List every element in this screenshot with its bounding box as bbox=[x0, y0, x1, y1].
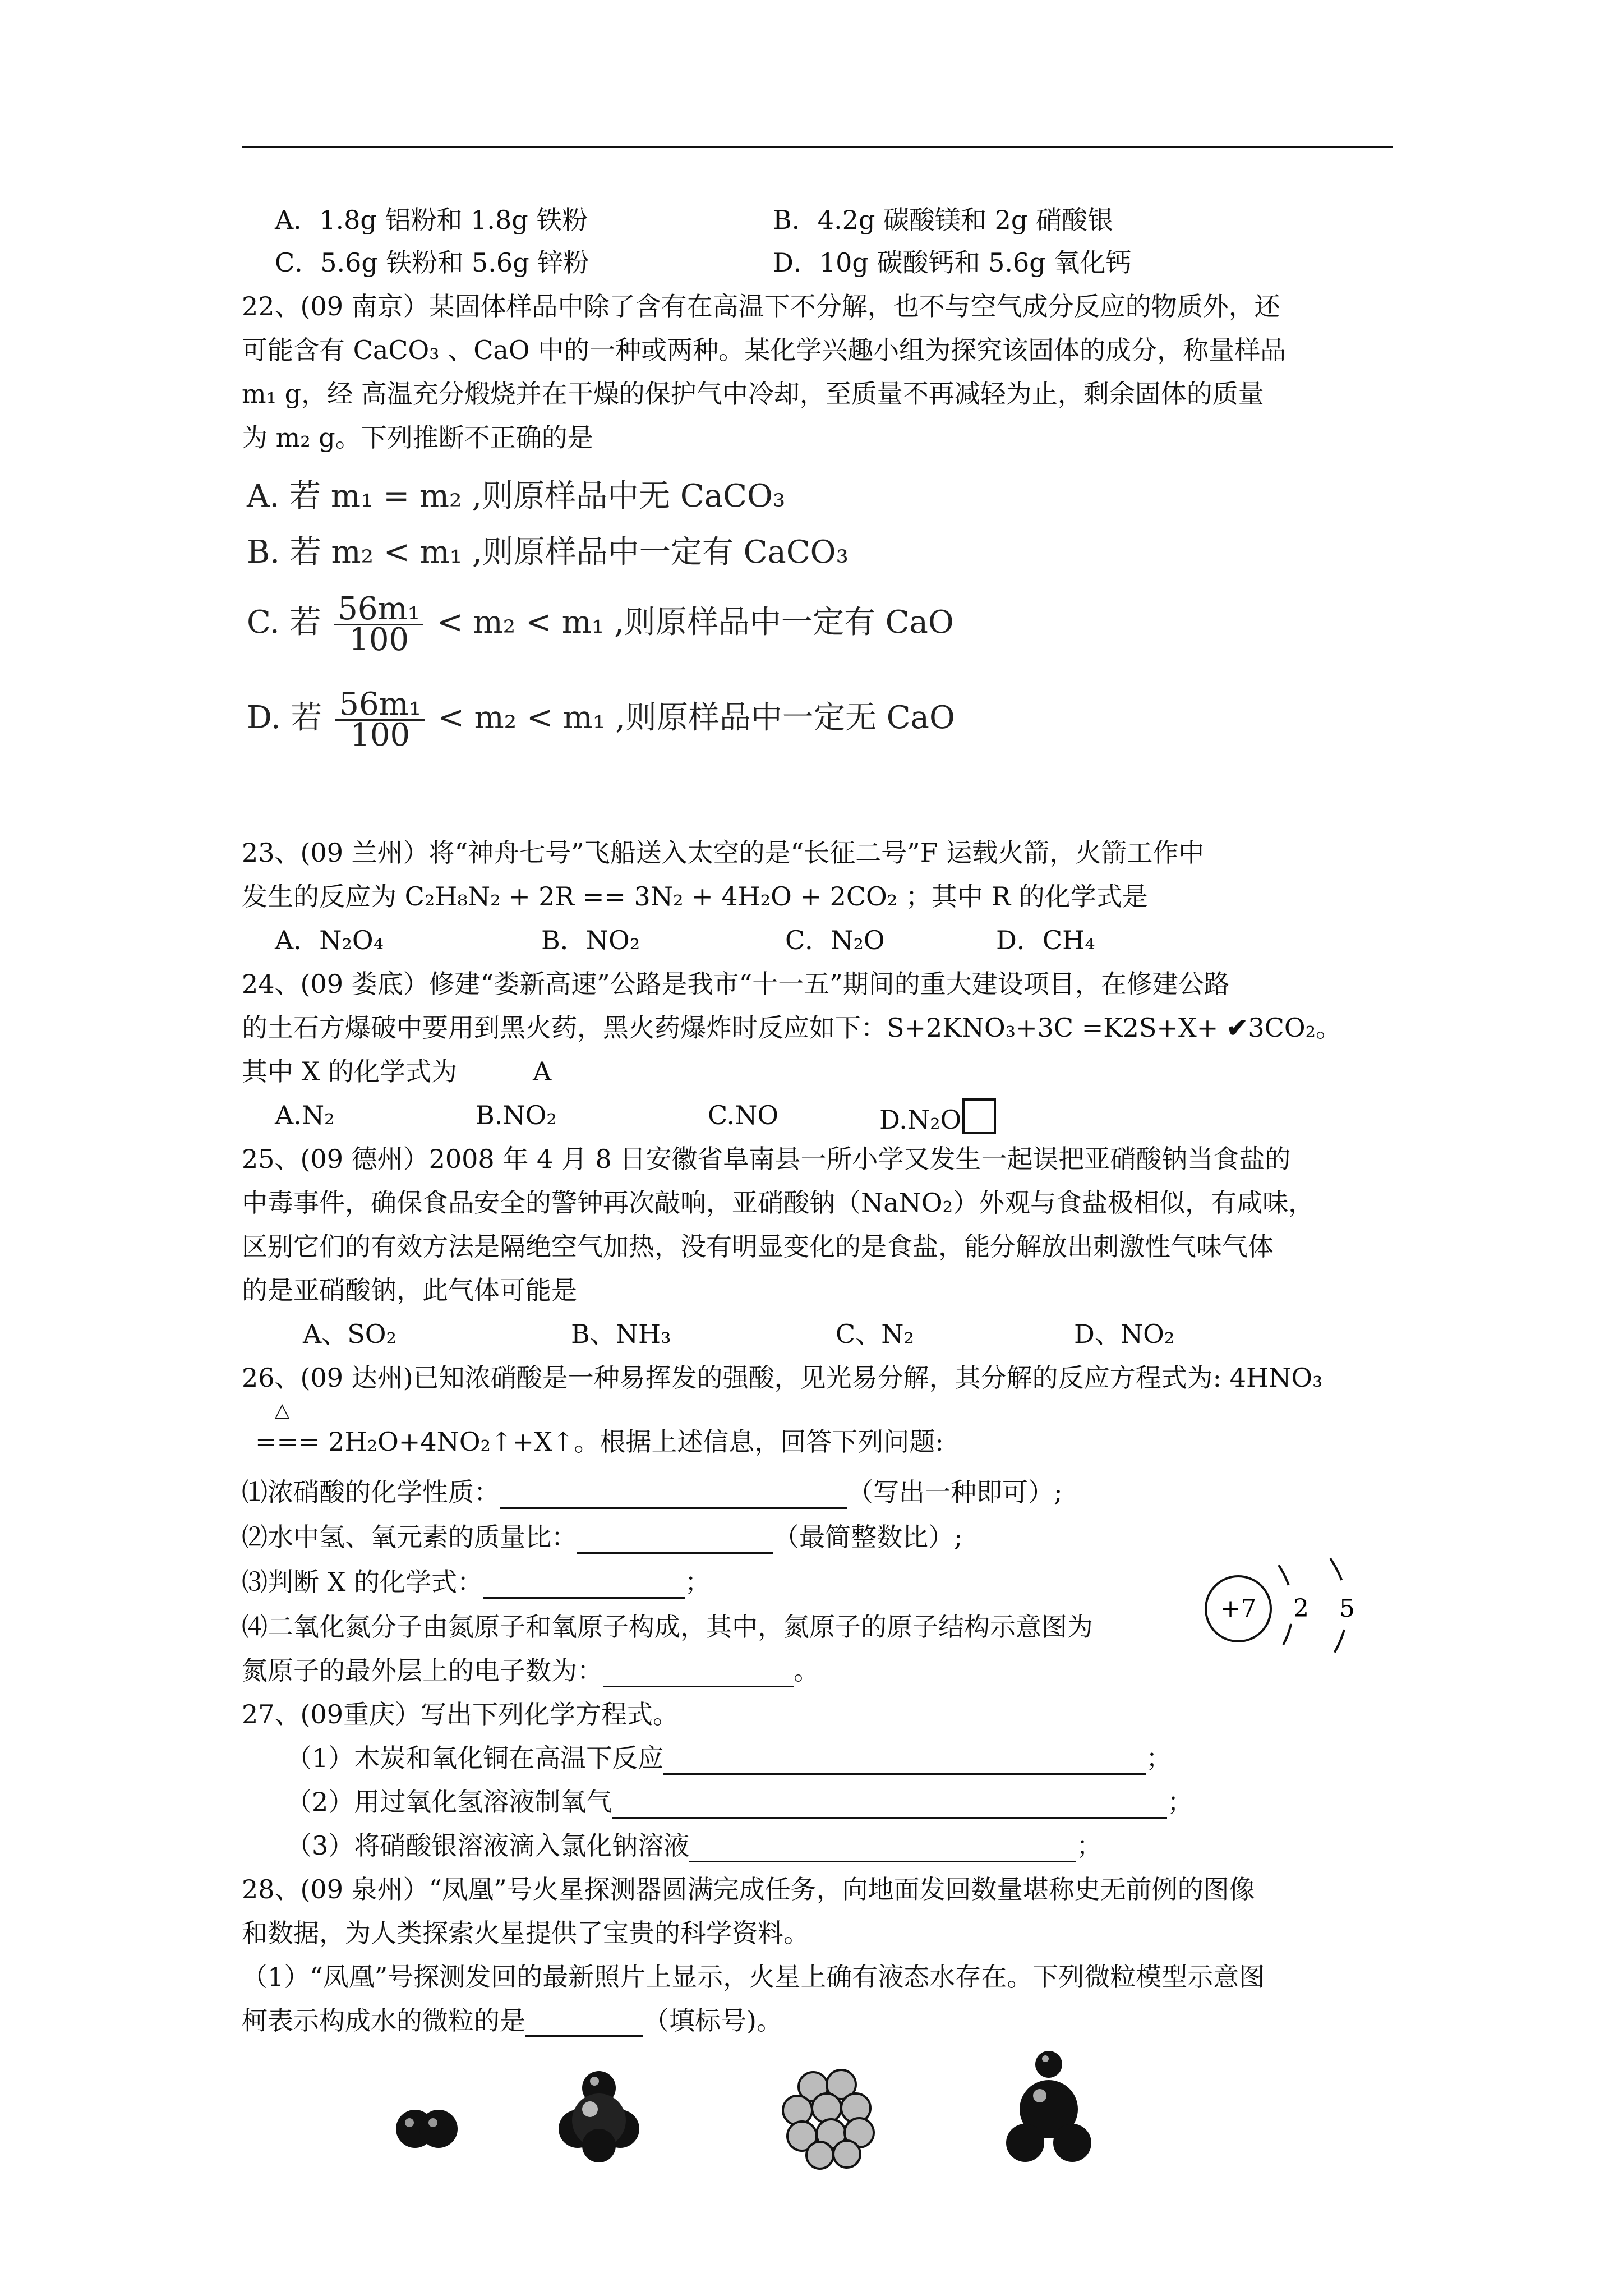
molecule-model-a[interactable] bbox=[393, 2098, 460, 2154]
shell-1-electrons: 2 bbox=[1293, 1594, 1309, 1623]
q23-line-2: 发生的反应为 C₂H₈N₂ + 2R == 3N₂ + 4H₂O + 2CO₂ ；其中 R 的化学式是 bbox=[242, 881, 1148, 912]
q23-option-d: D．CH₄ bbox=[996, 925, 1095, 955]
header-rule bbox=[242, 146, 1393, 148]
q26-sub-4: ⑷二氧化氮分子由氮原子和氧原子构成，其中，氮原子的原子结构示意图为 bbox=[242, 1612, 1093, 1642]
q24-line-1: 24、(09 娄底）修建“娄新高速”公路是我市“十一五”期间的重大建设项目，在修建公路 bbox=[242, 969, 1230, 999]
q26-sub-5-end: 。 bbox=[794, 1655, 819, 1686]
q22-option-c-suffix: < m₂ < m₁ ,则原样品中一定有 CaO bbox=[436, 604, 954, 641]
q28-line-4 bbox=[242, 2004, 782, 2037]
q27-sub-1-label: （1）木炭和氧化铜在高温下反应 bbox=[286, 1743, 664, 1773]
q26-sub-1-label: ⑴浓硝酸的化学性质： bbox=[242, 1477, 500, 1507]
q26-sub-2 bbox=[242, 1520, 963, 1554]
q24-option-d bbox=[879, 1098, 996, 1137]
q22-line-1: 22、(09 南京）某固体样品中除了含有在高温下不分解，也不与空气成分反应的物质外，还 bbox=[242, 291, 1280, 321]
q27-sub-3-label: （3）将硝酸银溶液滴入氯化钠溶液 bbox=[286, 1830, 690, 1861]
q26-sub-2-label: ⑵水中氢、氧元素的质量比： bbox=[242, 1522, 577, 1552]
q24-line-2 bbox=[242, 1011, 1341, 1045]
molecule-model-c[interactable] bbox=[774, 2064, 886, 2171]
q22-option-d bbox=[247, 686, 955, 753]
q26-line-2: === 2H₂O+4NO₂↑+X↑。根据上述信息，回答下列问题: bbox=[255, 1427, 944, 1457]
q22-option-d-fraction bbox=[335, 686, 425, 753]
q27-sub-1 bbox=[286, 1741, 1172, 1775]
q25-option-b: B、NH₃ bbox=[571, 1319, 671, 1349]
q24-line-3: 其中 X 的化学式为 bbox=[242, 1056, 457, 1087]
q28-line-4-label: 柯表示构成水的微粒的是 bbox=[242, 2005, 525, 2036]
q27-sub-2-end: ； bbox=[1167, 1787, 1193, 1817]
answer-blank[interactable] bbox=[500, 1483, 847, 1509]
q25-line-1: 25、(09 德州）2008 年 4 月 8 日安徽省阜南县一所小学又发生一起误把亚硝酸钠当食盐的 bbox=[242, 1144, 1291, 1174]
q23-option-b: B．NO₂ bbox=[541, 925, 640, 955]
answer-blank[interactable] bbox=[603, 1661, 794, 1687]
q26-sub-3 bbox=[242, 1565, 711, 1599]
q24-option-a: A.N₂ bbox=[275, 1100, 335, 1130]
check-mark-icon: ✔ bbox=[1226, 1013, 1248, 1043]
q25-line-4: 的是亚硝酸钠，此气体可能是 bbox=[242, 1275, 577, 1305]
q26-sub-3-end: ； bbox=[685, 1567, 711, 1597]
shell-2-electrons: 5 bbox=[1339, 1594, 1355, 1623]
atom-structure-icon bbox=[1200, 1543, 1374, 1677]
heat-triangle-icon: △ bbox=[275, 1399, 290, 1421]
molecule-model-b[interactable] bbox=[555, 2064, 645, 2165]
diatomic-molecule-icon bbox=[393, 2098, 460, 2154]
q28-line-3: （1）“凤凰”号探测发回的最新照片上显示，火星上确有液态水存在。下列微粒模型示意图 bbox=[242, 1962, 1265, 1992]
q26-line-1: 26、(09 达州)已知浓硝酸是一种易挥发的强酸，见光易分解，其分解的反应方程式为: 4HNO₃ bbox=[242, 1363, 1323, 1393]
answer-blank[interactable] bbox=[612, 1792, 1167, 1819]
fraction-numerator: 56m₁ bbox=[334, 595, 423, 625]
q26-sub-1-hint: （写出一种即可）; bbox=[847, 1477, 1063, 1507]
q22-line-2: 可能含有 CaCO₃ 、CaO 中的一种或两种。某化学兴趣小组为探究该固体的成分，称量样品 bbox=[242, 335, 1287, 365]
q24-handwritten-answer: A bbox=[533, 1056, 552, 1087]
answer-blank[interactable] bbox=[483, 1572, 685, 1599]
q26-sub-1 bbox=[242, 1475, 1063, 1509]
q23-line-1: 23、(09 兰州）将“神舟七号”飞船送入太空的是“长征二号”F 运载火箭，火箭工作中 bbox=[242, 838, 1205, 868]
fraction-numerator: 56m₁ bbox=[335, 690, 425, 721]
q28-line-4-hint: （填标号)。 bbox=[643, 2005, 782, 2036]
q27-sub-1-end: ； bbox=[1146, 1743, 1172, 1773]
q25-option-d: D、NO₂ bbox=[1074, 1319, 1175, 1349]
q22-option-c bbox=[247, 591, 954, 658]
answer-blank[interactable] bbox=[663, 1749, 1146, 1775]
q21-option-a: A．1.8g 铝粉和 1.8g 铁粉 bbox=[275, 205, 588, 235]
answer-blank[interactable] bbox=[577, 1527, 773, 1554]
q26-sub-5-label: 氮原子的最外层上的电子数为： bbox=[242, 1655, 603, 1686]
q22-option-d-suffix: < m₂ < m₁ ,则原样品中一定无 CaO bbox=[437, 700, 955, 736]
q21-option-b: B．4.2g 碳酸镁和 2g 硝酸银 bbox=[773, 205, 1113, 235]
answer-box[interactable] bbox=[962, 1098, 996, 1134]
water-like-molecule-icon bbox=[998, 2042, 1099, 2171]
q24-equation-end: 3CO₂。 bbox=[1248, 1013, 1342, 1043]
nitrogen-atom-diagram bbox=[1200, 1543, 1374, 1677]
nucleus-charge: +7 bbox=[1220, 1594, 1257, 1623]
fraction-denominator: 100 bbox=[350, 717, 411, 753]
q25-option-a: A、SO₂ bbox=[303, 1319, 396, 1349]
q27-line-1: 27、(09重庆）写出下列化学方程式。 bbox=[242, 1699, 679, 1729]
q27-sub-2 bbox=[286, 1785, 1193, 1819]
answer-blank[interactable] bbox=[525, 2010, 643, 2037]
q25-line-3: 区别它们的有效方法是隔绝空气加热，没有明显变化的是食盐，能分解放出刺激性气味气体 bbox=[242, 1231, 1274, 1262]
q22-option-c-fraction bbox=[334, 591, 423, 658]
q26-sub-3-label: ⑶判断 X 的化学式： bbox=[242, 1567, 483, 1597]
q25-line-2: 中毒事件，确保食品安全的警钟再次敲响，亚硝酸钠（NaNO₂）外观与食盐极相似，有咸味， bbox=[242, 1188, 1315, 1218]
q22-option-b: B. 若 m₂ < m₁ ,则原样品中一定有 CaCO₃ bbox=[247, 534, 849, 570]
q28-line-1: 28、(09 泉州）“凤凰”号火星探测器圆满完成任务，向地面发回数量堪称史无前例的图像 bbox=[242, 1874, 1255, 1904]
q27-sub-2-label: （2）用过氧化氢溶液制氧气 bbox=[286, 1787, 612, 1817]
q24-option-d-label: D.N₂O bbox=[879, 1105, 962, 1135]
q21-option-c: C．5.6g 铁粉和 5.6g 锌粉 bbox=[275, 247, 589, 278]
q22-option-d-prefix: D. 若 bbox=[247, 700, 322, 736]
q26-sub-5 bbox=[242, 1654, 819, 1687]
q27-sub-3-end: ； bbox=[1076, 1830, 1103, 1861]
q24-option-b: B.NO₂ bbox=[476, 1100, 557, 1130]
q22-line-3: m₁ g，经 高温充分煅烧并在干燥的保护气中冷却，至质量不再减轻为止，剩余固体的质量 bbox=[242, 379, 1264, 409]
q22-line-4: 为 m₂ g。下列推断不正确的是 bbox=[242, 422, 593, 453]
q22-option-c-prefix: C. 若 bbox=[247, 604, 321, 641]
q22-option-a: A. 若 m₁ = m₂ ,则原样品中无 CaCO₃ bbox=[247, 478, 786, 514]
tetrahedral-molecule-icon bbox=[555, 2064, 645, 2165]
q21-option-d: D．10g 碳酸钙和 5.6g 氧化钙 bbox=[773, 247, 1132, 278]
q24-option-c: C.NO bbox=[708, 1100, 779, 1130]
q25-option-c: C、N₂ bbox=[836, 1319, 914, 1349]
q23-option-a: A．N₂O₄ bbox=[275, 925, 384, 955]
molecule-model-d[interactable] bbox=[998, 2042, 1099, 2171]
q23-option-c: C．N₂O bbox=[785, 925, 885, 955]
answer-blank[interactable] bbox=[689, 1836, 1076, 1862]
q26-sub-2-hint: （最简整数比）; bbox=[773, 1522, 963, 1552]
q27-sub-3 bbox=[286, 1829, 1102, 1862]
q28-line-2: 和数据，为人类探索火星提供了宝贵的科学资料。 bbox=[242, 1918, 809, 1948]
q24-equation: 的土石方爆破中要用到黑火药，黑火药爆炸时反应如下：S+2KNO₃+3C =K2S+X+ bbox=[242, 1013, 1227, 1043]
molecule-cluster-icon bbox=[774, 2064, 886, 2171]
fraction-denominator: 100 bbox=[349, 622, 409, 658]
